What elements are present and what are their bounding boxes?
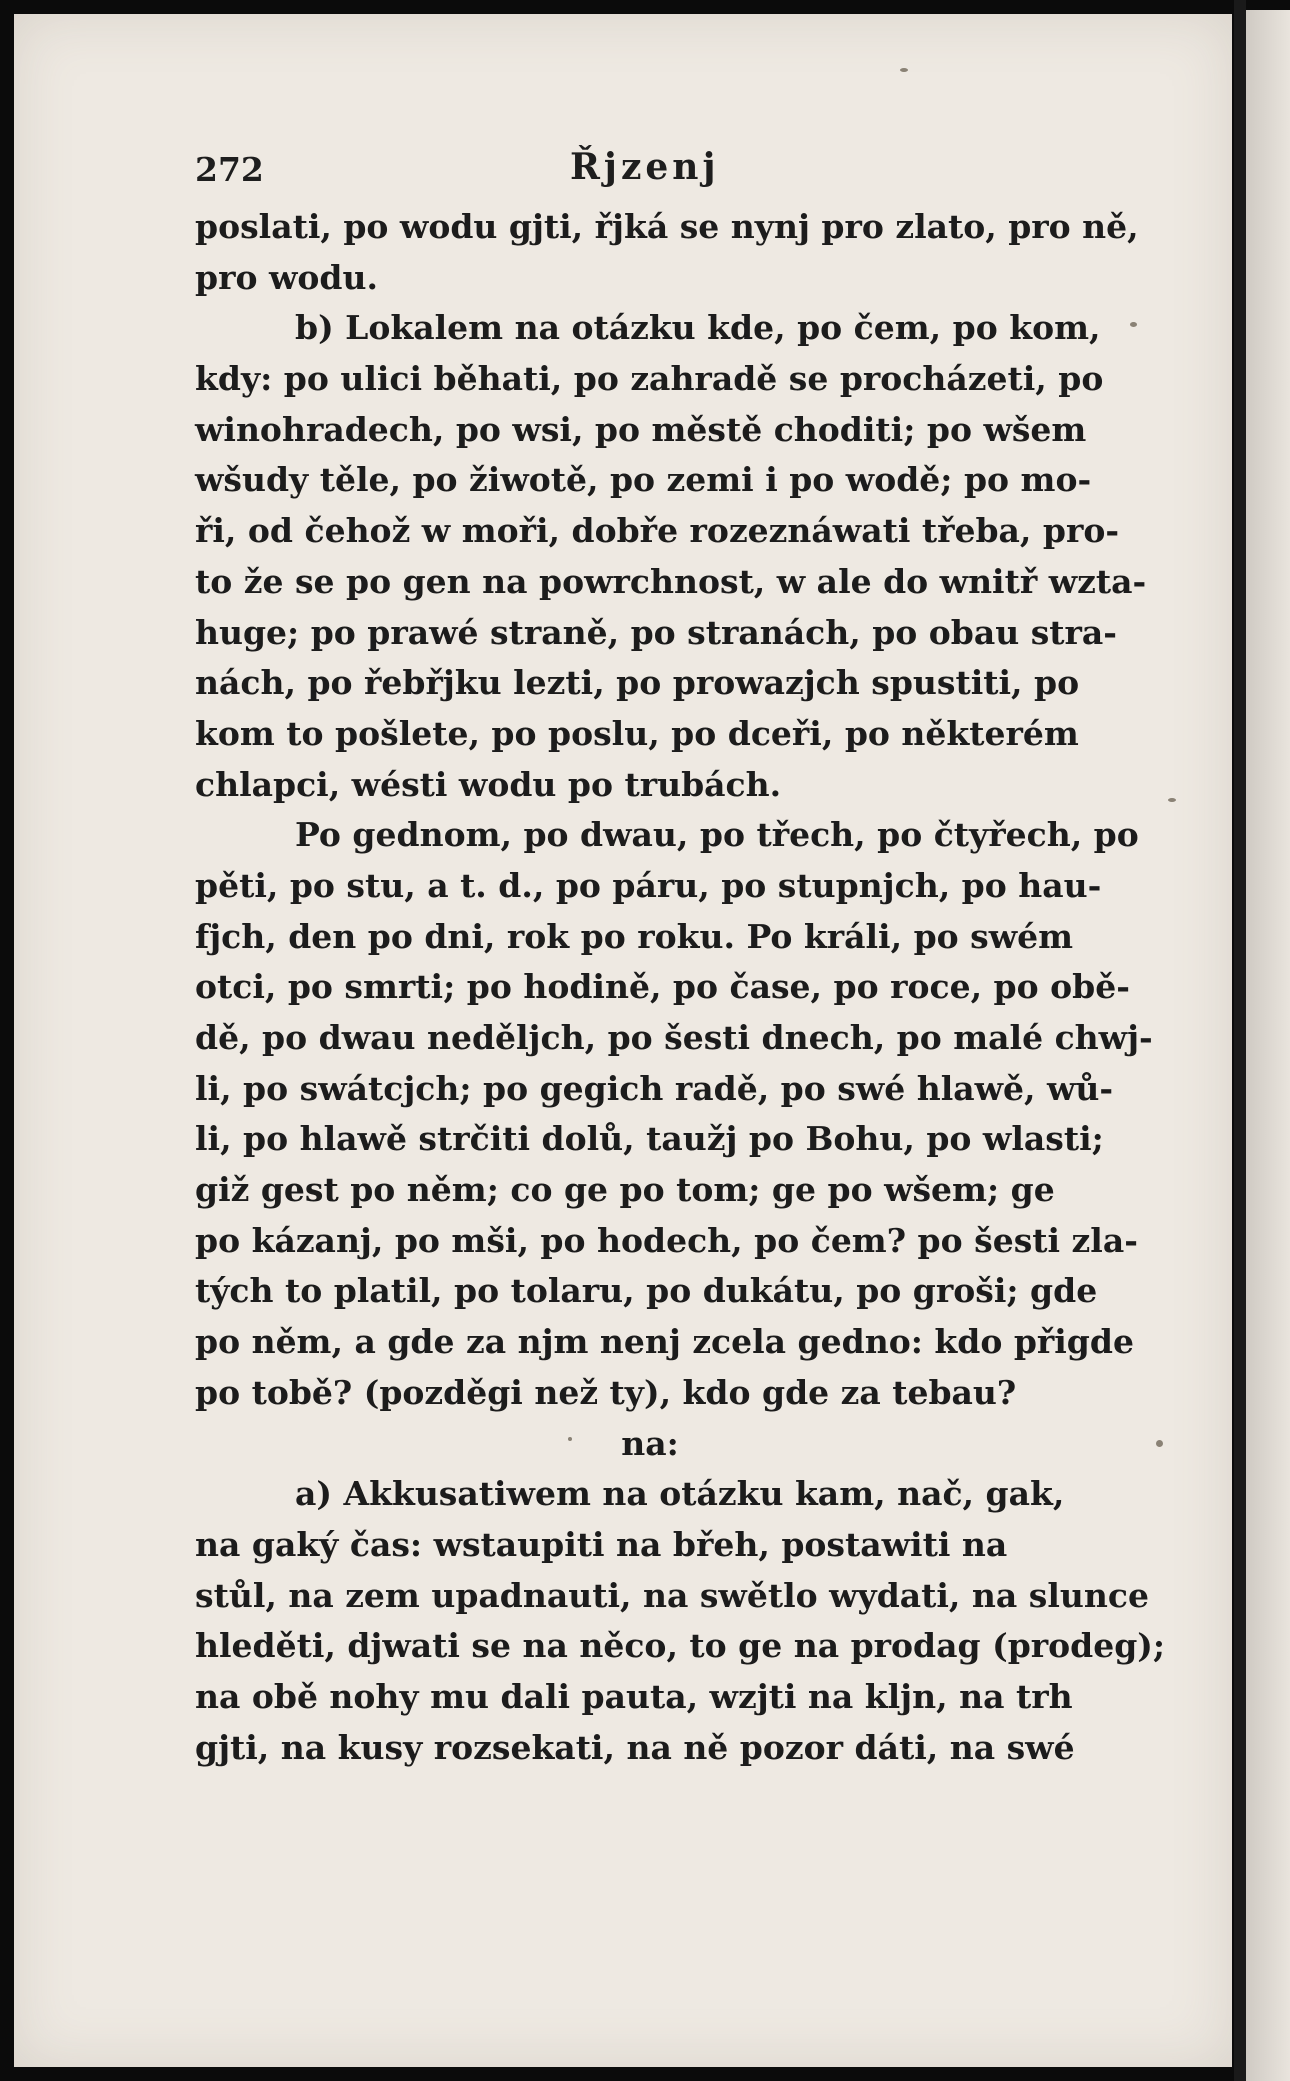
text-line: dě, po dwau neděljch, po šesti dnech, po malé chwj- xyxy=(195,1018,1153,1057)
text-line: na obě nohy mu dali pauta, wzjti na kljn, na trh xyxy=(195,1676,1073,1716)
paper-speck xyxy=(1130,322,1137,327)
text-line: chlapci, wésti wodu po trubách. xyxy=(195,764,782,804)
page-number: 272 xyxy=(195,150,264,189)
paper-speck xyxy=(1156,1440,1163,1447)
paper-speck xyxy=(1168,798,1176,802)
text-line: to že se po gen na powrchnost, w ale do wnitř wzta- xyxy=(195,561,1147,601)
text-line: tých to platil, po tolaru, po dukátu, po groši; gde xyxy=(195,1271,1098,1311)
paper-speck xyxy=(900,68,908,72)
text-line: pro wodu. xyxy=(195,257,378,297)
next-page-edge xyxy=(1246,10,1290,2081)
text-line: gjti, na kusy rozsekati, na ně pozor dáti, na swé xyxy=(195,1727,1075,1767)
paragraph-start: Po gednom, po dwau, po třech, po čtyřech, po xyxy=(295,815,1139,855)
text-line: li, po hlawě strčiti dolů, taužj po Bohu, po wlasti; xyxy=(195,1119,1104,1159)
text-line: kdy: po ulici běhati, po zahradě se procházeti, po xyxy=(195,359,1104,399)
text-line: po něm, a gde za njm nenj zcela gedno: kdo přigde xyxy=(195,1322,1134,1362)
text-line: kom to pošlete, po poslu, po dceři, po některém xyxy=(195,713,1079,753)
text-line: fjch, den po dni, rok po roku. Po králi, po swém xyxy=(195,916,1074,956)
page-gutter-shadow xyxy=(1234,0,1246,2081)
text-line: nách, po řebřjku lezti, po prowazjch spustiti, po xyxy=(195,663,1080,703)
text-line: ři, od čehož w moři, dobře rozeznáwati třeba, pro- xyxy=(195,511,1120,551)
text-line: li, po swátcjch; po gegich radě, po swé hlawě, wů- xyxy=(195,1068,1114,1108)
text-line: na gaký čas: wstaupiti na břeh, postawiti na xyxy=(195,1524,1008,1564)
text-line: poslati, po wodu gjti, řjká se nynj pro zlato, pro ně, xyxy=(195,207,1139,246)
text-line: pěti, po stu, a t. d., po páru, po stupnjch, po hau- xyxy=(195,865,1102,905)
text-line: po tobě? (pozděgi než ty), kdo gde za tebau? xyxy=(195,1372,1017,1412)
section-heading-b: b) Lokalem na otázku kde, po čem, po kom, xyxy=(295,308,1101,348)
text-line: hleděti, djwati se na něco, to ge na prodag (prodeg); xyxy=(195,1626,1166,1666)
section-heading-a: a) Akkusatiwem na otázku kam, nač, gak, xyxy=(295,1474,1065,1514)
page-title: Řjzenj xyxy=(570,146,720,188)
text-line: winohradech, po wsi, po městě choditi; po wšem xyxy=(195,409,1087,449)
text-line: wšudy těle, po žiwotě, po zemi i po wodě; po mo- xyxy=(195,460,1092,500)
text-line: otci, po smrti; po hodině, po čase, po roce, po obě- xyxy=(195,967,1130,1007)
subsection-heading-na: na: xyxy=(621,1423,679,1463)
running-head xyxy=(195,146,1105,200)
text-line: stůl, na zem upadnauti, na swětlo wydati, na slunce xyxy=(195,1575,1149,1615)
text-line: po kázanj, po mši, po hodech, po čem? po šesti zla- xyxy=(195,1220,1138,1260)
text-line: huge; po prawé straně, po stranách, po obau stra- xyxy=(195,612,1118,652)
body-text xyxy=(195,202,1166,1773)
text-line: giž gest po něm; co ge po tom; ge po wšem; ge xyxy=(195,1170,1055,1210)
